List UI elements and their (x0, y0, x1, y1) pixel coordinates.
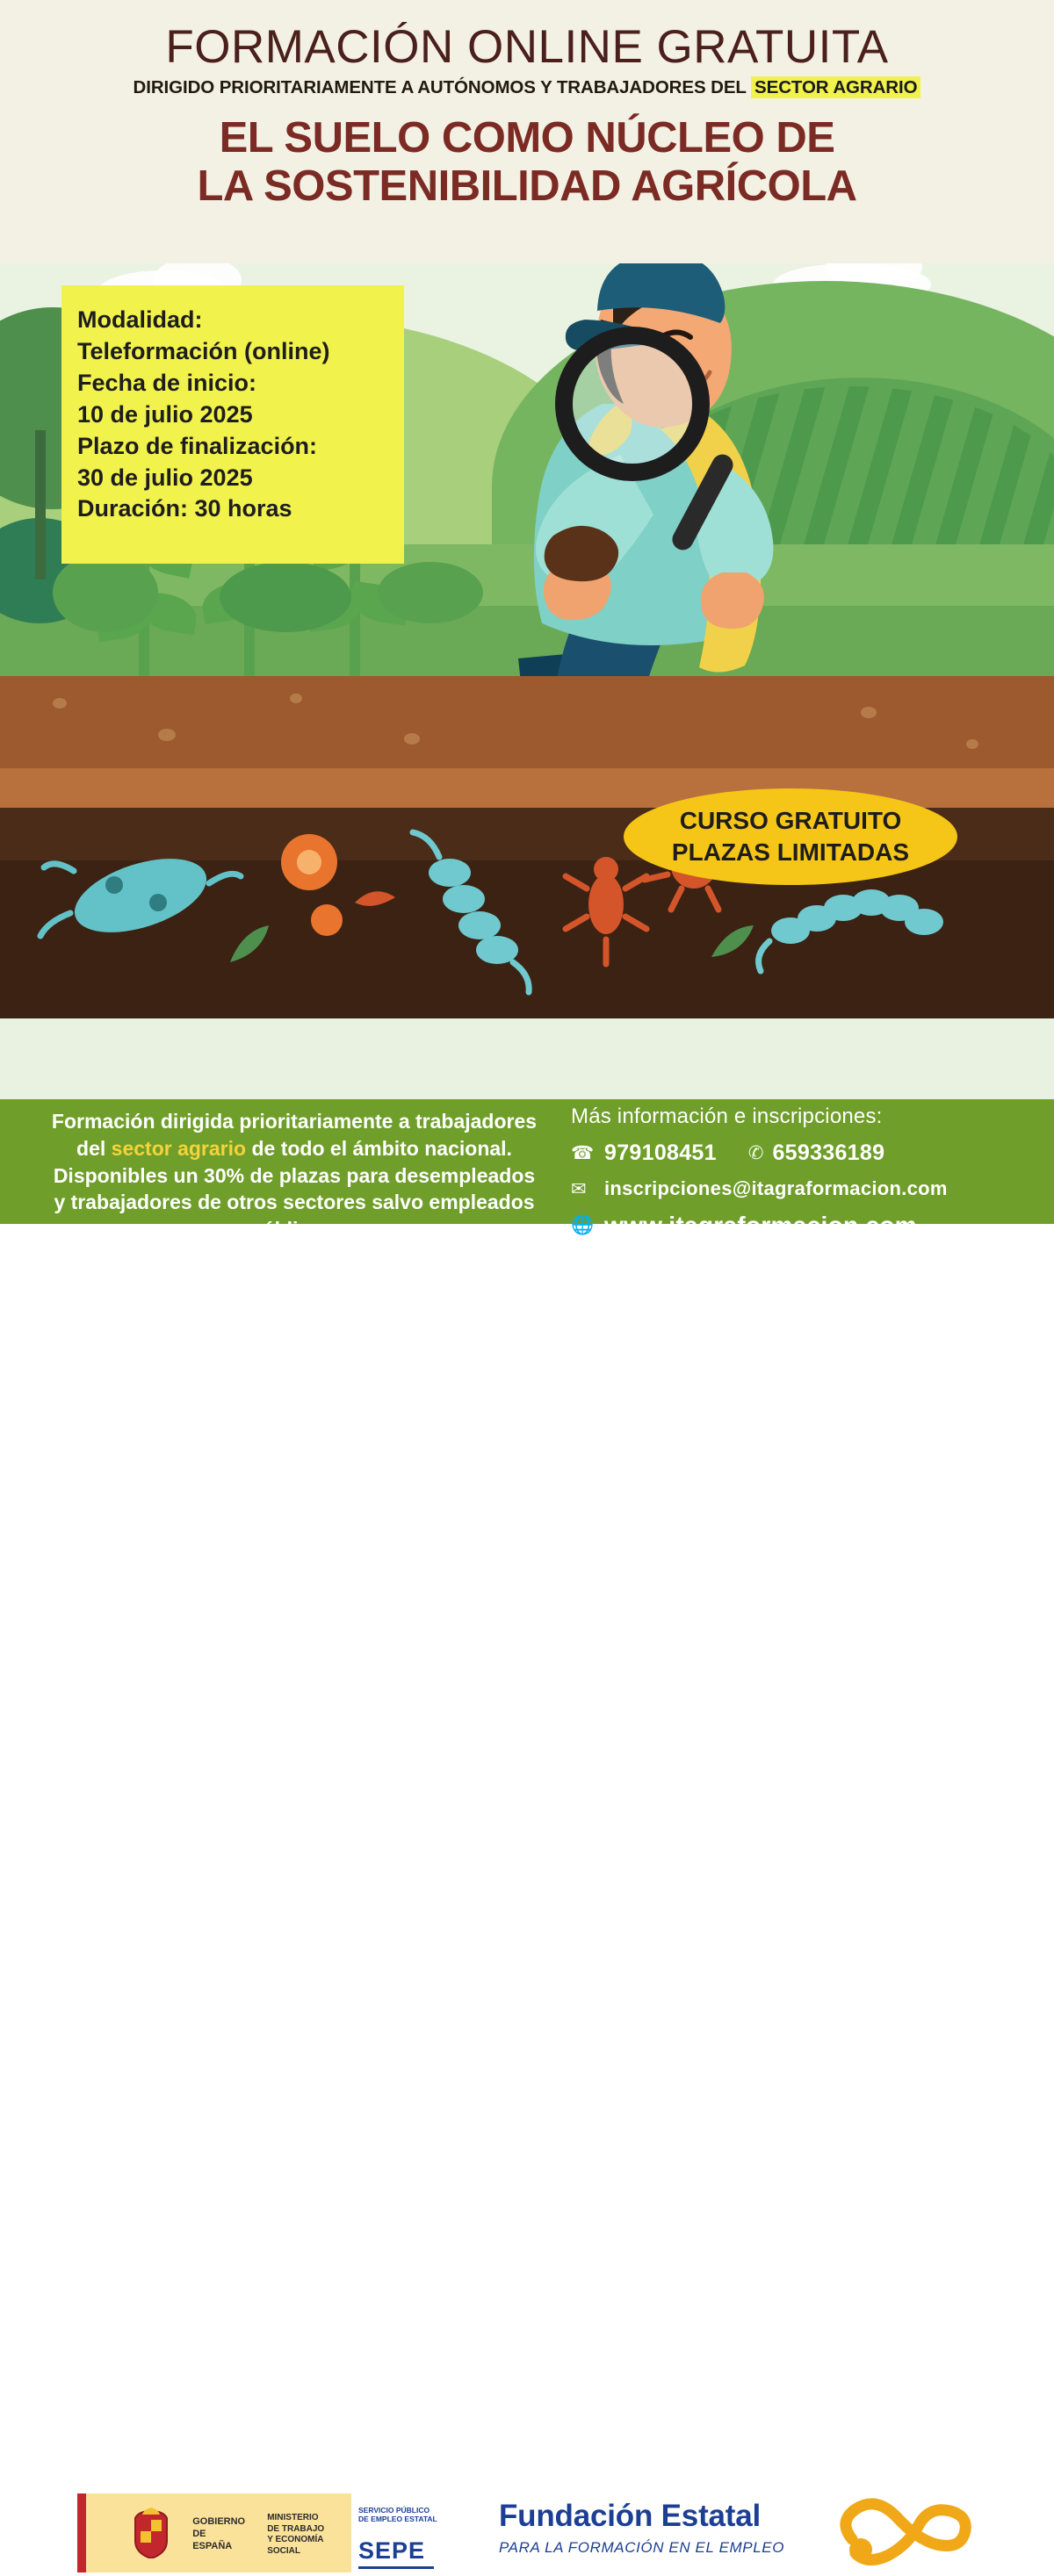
ministerio-line-2: DE TRABAJO (267, 2523, 325, 2534)
end-date-label: Plazo de finalización: (77, 432, 318, 459)
grass-tuft (53, 553, 158, 632)
grass-tuft (220, 562, 351, 632)
whatsapp-number[interactable]: 659336189 (772, 1140, 885, 1165)
ministerio-line-3: Y ECONOMÍA SOCIAL (267, 2535, 324, 2556)
coat-of-arms-icon (114, 2493, 189, 2572)
status-badge (624, 788, 957, 885)
whatsapp-icon: ✆ (747, 1143, 764, 1163)
poster-header (0, 0, 1054, 263)
envelope-icon: ✉ (571, 1178, 587, 1199)
sepe-subtitle-2: DE EMPLEO ESTATAL (358, 2515, 437, 2524)
badge-line-1: CURSO GRATUITO (679, 807, 902, 835)
sepe-logo (351, 2493, 457, 2572)
email-row (571, 1177, 1010, 1200)
sepe-acronym: SEPE (358, 2537, 426, 2565)
soil-speck (966, 739, 978, 749)
gobierno-label (189, 2493, 256, 2572)
contact-block (571, 1105, 1010, 1240)
course-title-line-1: EL SUELO COMO NÚCLEO DE (219, 113, 835, 162)
footer-description-part1: Formación dirigida prioritariamente a trabajadores del (51, 1110, 538, 1160)
start-date-label: Fecha de inicio: (77, 369, 257, 396)
gobierno-de-espana-logo (77, 2493, 367, 2572)
course-title-line-2: LA SOSTENIBILIDAD AGRÍCOLA (197, 162, 857, 210)
course-title (0, 114, 1054, 211)
whatsapp-group (748, 1140, 884, 1166)
phone-number[interactable]: 979108451 (604, 1140, 717, 1165)
footer-description-highlight: sector agrario (111, 1136, 247, 1160)
course-info-box (61, 285, 404, 564)
tree-trunk (35, 430, 46, 579)
soil-speck (404, 733, 420, 745)
globe-icon: 🌐 (571, 1215, 595, 1235)
logo-bar (0, 1224, 1054, 2565)
flag-stripe (77, 2493, 114, 2572)
infinity-loop-icon (826, 2488, 975, 2576)
soil-speck (53, 698, 67, 709)
fundacion-subtitle: PARA LA FORMACIÓN EN EL EMPLEO (499, 2539, 785, 2556)
soil-speck (861, 707, 877, 718)
ministerio-line-1: MINISTERIO (267, 2513, 319, 2522)
start-date-value: 10 de julio 2025 (77, 400, 253, 428)
subtitle-highlight: SECTOR AGRARIO (751, 76, 920, 98)
badge-line-2: PLAZAS LIMITADAS (671, 838, 910, 866)
sepe-subtitle-1: SERVICIO PÚBLICO (358, 2506, 430, 2515)
gobierno-line-1: GOBIERNO (192, 2516, 246, 2527)
fundacion-title: Fundación Estatal (499, 2499, 762, 2533)
website-row (571, 1212, 1010, 1240)
subtitle-prefix: DIRIGIDO PRIORITARIAMENTE A AUTÓNOMOS Y TRABAJADORES DEL (133, 76, 752, 97)
phone-icon: ☎ (571, 1143, 595, 1163)
modality-label: Modalidad: (77, 306, 203, 333)
email-address[interactable]: inscripciones@itagraformacion.com (604, 1177, 948, 1199)
footer-description-part2: de todo el ámbito nacional. Disponibles un 30% de plazas para desempleados y trabajadores de otros sectores salvo empleados públicos. (53, 1136, 536, 1241)
footer-description (48, 1108, 540, 1243)
fundacion-estatal-logo (499, 2499, 784, 2557)
soil-speck (290, 694, 302, 703)
soil-speck (158, 729, 176, 741)
contact-heading: Más información e inscripciones: (571, 1105, 883, 1128)
page-title: FORMACIÓN ONLINE GRATUITA (165, 21, 889, 73)
phone-row (571, 1140, 1010, 1166)
duration-value: Duración: 30 horas (77, 495, 292, 522)
gobierno-line-2: DE ESPAÑA (192, 2528, 233, 2551)
website-url[interactable]: www.itagraformacion.com (604, 1212, 917, 1239)
subtitle (0, 77, 1054, 98)
modality-value: Teleformación (online) (77, 337, 330, 364)
end-date-value: 30 de julio 2025 (77, 464, 253, 491)
sepe-underline (358, 2566, 434, 2569)
